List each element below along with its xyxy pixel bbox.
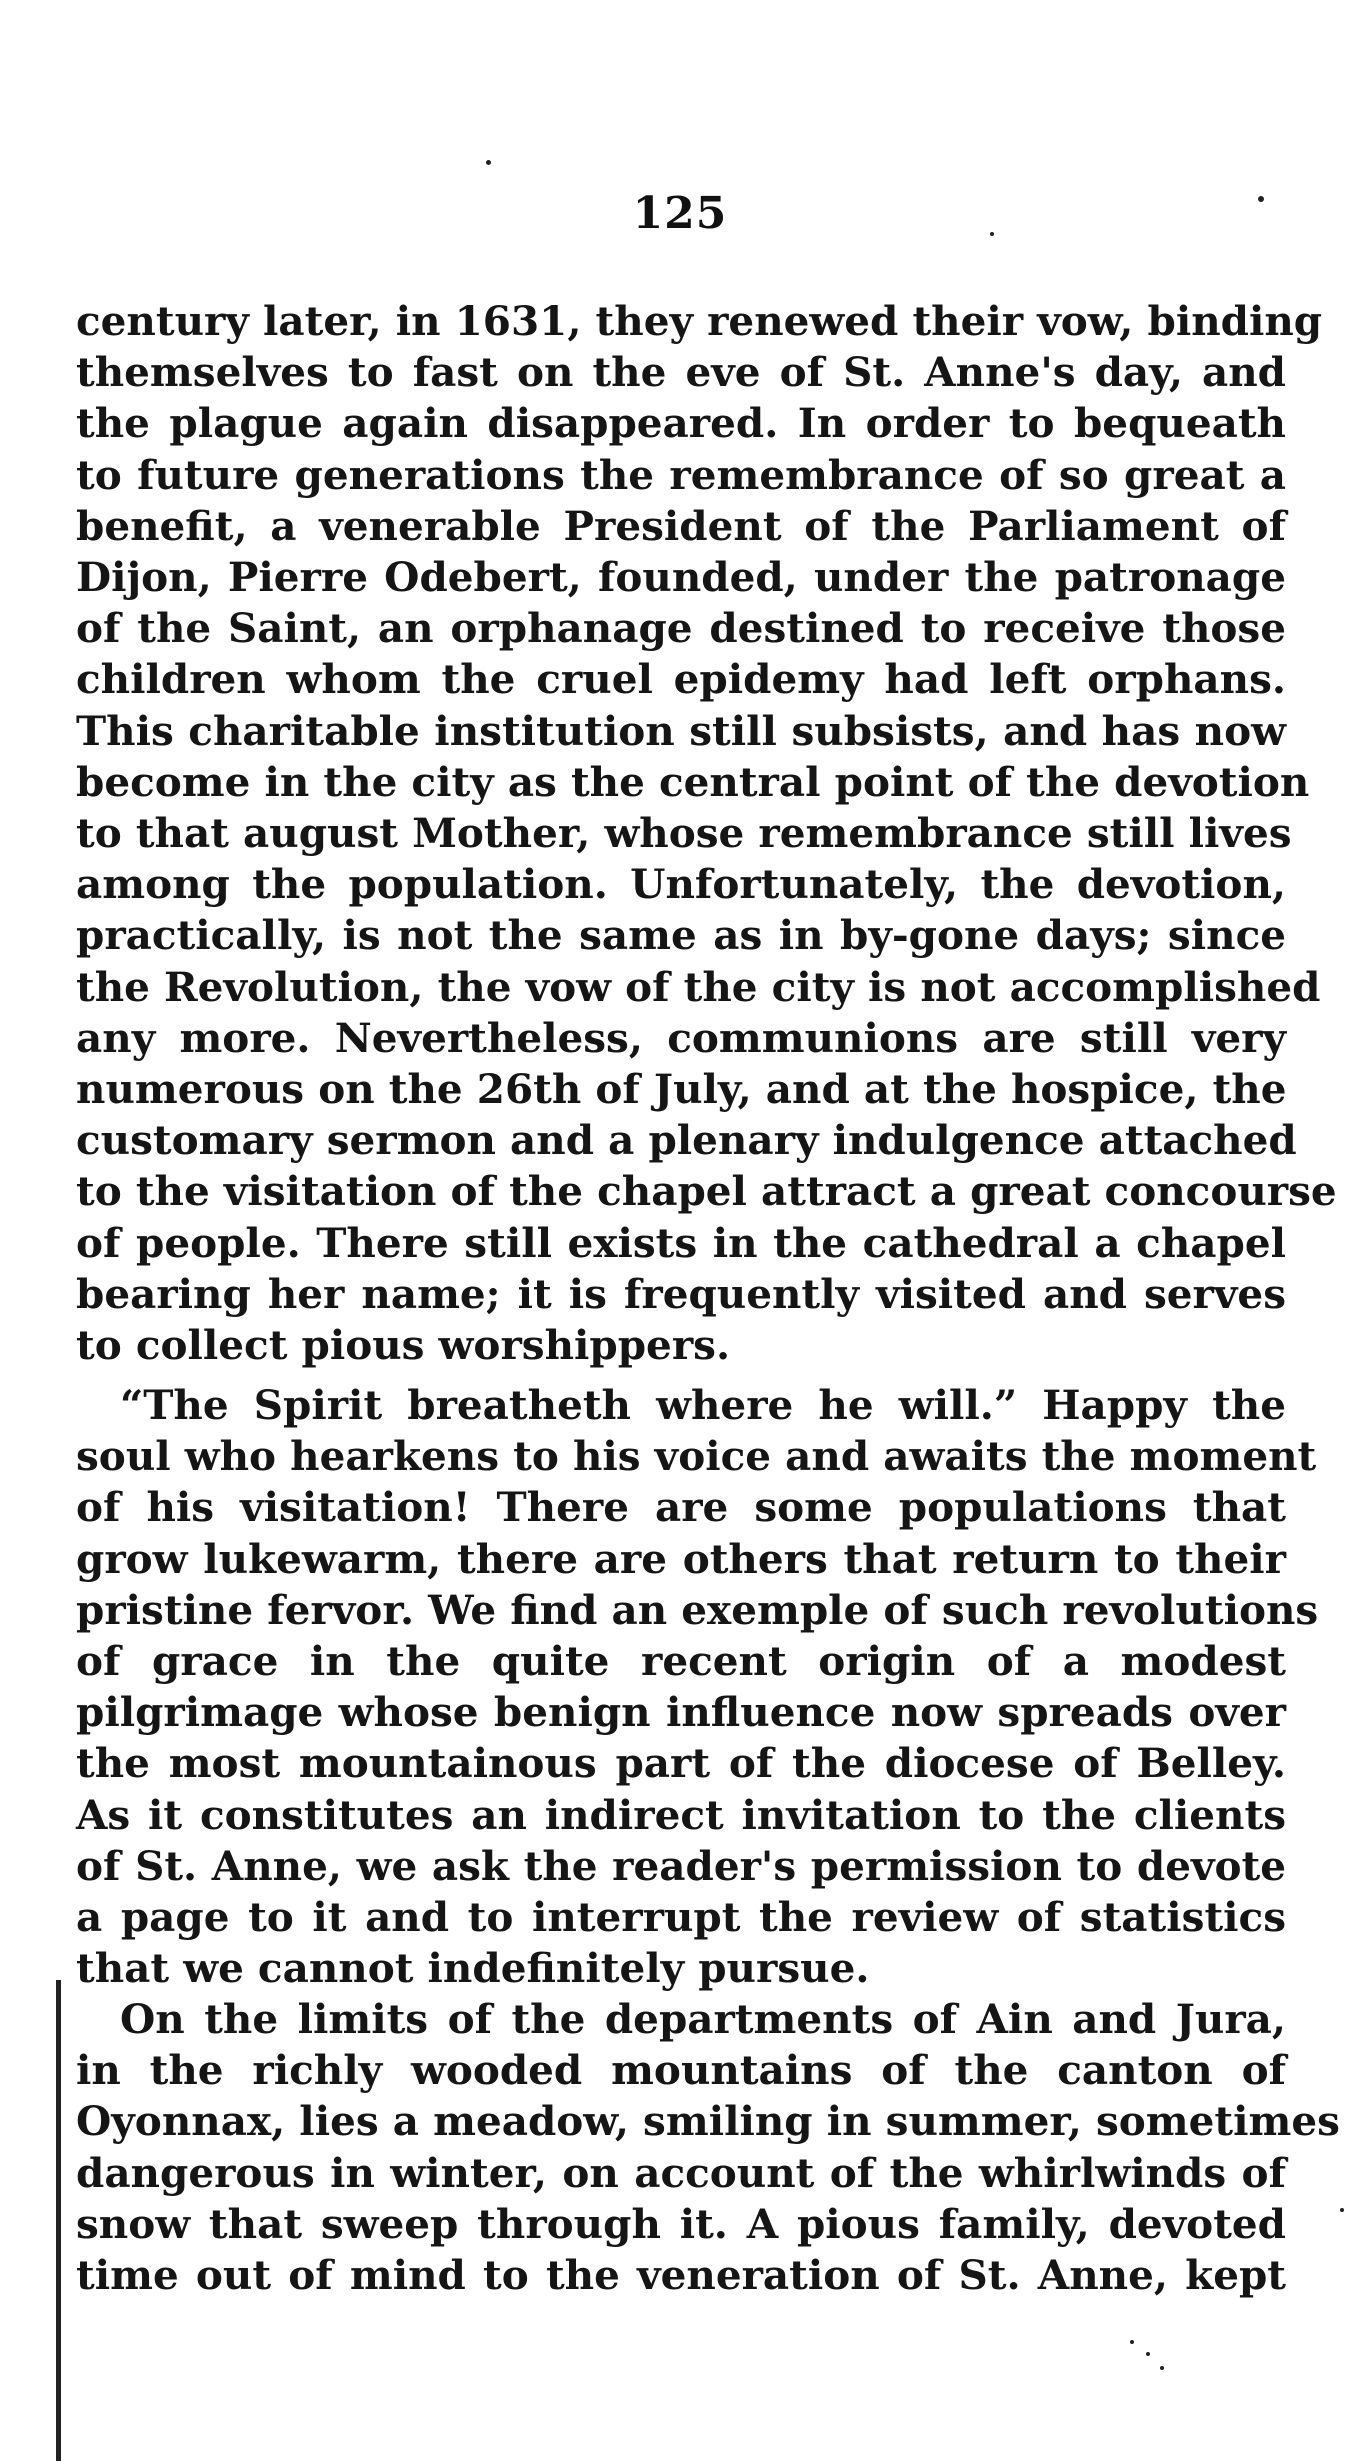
text-line: customary sermon and a plenary indulgence attached [76, 1116, 1297, 1165]
text-line: This charitable institution still subsists, and has now [76, 706, 1286, 755]
text-line: of St. Anne, we ask the reader's permission to devote [76, 1841, 1286, 1890]
text-line: children whom the cruel epidemy had left orphans. [76, 655, 1286, 704]
text-line: century later, in 1631, they renewed their vow, binding [76, 297, 1323, 345]
text-line: pristine fervor. We find an exemple of such revolutions [76, 1585, 1319, 1634]
text-line: time out of mind to the veneration of St. Anne, kept [76, 2251, 1286, 2300]
text-line: dangerous in winter, on account of the whirlwinds of [76, 2148, 1286, 2197]
text-line: to future generations the remembrance of so great a [76, 450, 1286, 499]
text-line: the most mountainous part of the diocese of Belley. [76, 1739, 1286, 1788]
text-line: Oyonnax, lies a meadow, smiling in summer, sometimes [76, 2097, 1340, 2146]
text-line: As it constitutes an indirect invitation to the clients [76, 1790, 1286, 1839]
text-line: bearing her name; it is frequently visited and serves [76, 1269, 1286, 1318]
text-line: the plague again disappeared. In order to bequeath [76, 399, 1286, 448]
paragraph-limits [76, 1994, 1340, 2301]
text-line: that we cannot indefinitely pursue. [76, 1944, 870, 1993]
paragraph-continuation [76, 296, 1337, 1371]
text-line: to the visitation of the chapel attract a great concourse [76, 1167, 1337, 1216]
text-line: to that august Mother, whose remembrance still lives [76, 809, 1292, 858]
text-line: among the population. Unfortunately, the devotion, [76, 860, 1286, 909]
print-speck [1340, 2208, 1344, 2212]
paragraph-spirit [76, 1380, 1319, 1994]
text-line: to collect pious worshippers. [76, 1321, 731, 1370]
text-line: of the Saint, an orphanage destined to receive those [76, 604, 1286, 653]
text-line: become in the city as the central point of the devotion [76, 757, 1310, 806]
text-line: snow that sweep through it. A pious family, devoted [76, 2199, 1286, 2248]
text-line: of grace in the quite recent origin of a modest [76, 1637, 1286, 1686]
text-line: grow lukewarm, there are others that return to their [76, 1534, 1286, 1583]
text-line: of people. There still exists in the cathedral a chapel [76, 1218, 1286, 1267]
text-line: soul who hearkens to his voice and awaits the moment [76, 1432, 1317, 1481]
text-line: On the limits of the departments of Ain and Jura, [120, 1995, 1286, 2043]
margin-rule [56, 1980, 61, 2461]
text-line: pilgrimage whose benign influence now spreads over [76, 1688, 1286, 1737]
text-line: a page to it and to interrupt the review of statistics [76, 1893, 1286, 1942]
text-line: any more. Nevertheless, communions are still very [76, 1013, 1286, 1062]
print-speck [1146, 2352, 1150, 2356]
text-line: the Revolution, the vow of the city is not accomplished [76, 962, 1321, 1011]
print-speck [1160, 2366, 1164, 2370]
page-number: 125 [632, 188, 728, 239]
text-line: benefit, a venerable President of the Parliament of [76, 501, 1286, 550]
text-line: “The Spirit breatheth where he will.” Happy the [120, 1381, 1286, 1429]
print-speck [1130, 2340, 1134, 2344]
text-line: numerous on the 26th of July, and at the hospice, the [76, 1065, 1287, 1114]
text-line: Dijon, Pierre Odebert, founded, under the patronage [76, 553, 1286, 602]
text-line: practically, is not the same as in by-gone days; since [76, 911, 1286, 960]
text-line: of his visitation! There are some populations that [76, 1483, 1286, 1532]
print-speck [486, 160, 491, 165]
text-line: themselves to fast on the eve of St. Anne's day, and [76, 348, 1286, 397]
text-line: in the richly wooded mountains of the canton of [76, 2046, 1286, 2095]
